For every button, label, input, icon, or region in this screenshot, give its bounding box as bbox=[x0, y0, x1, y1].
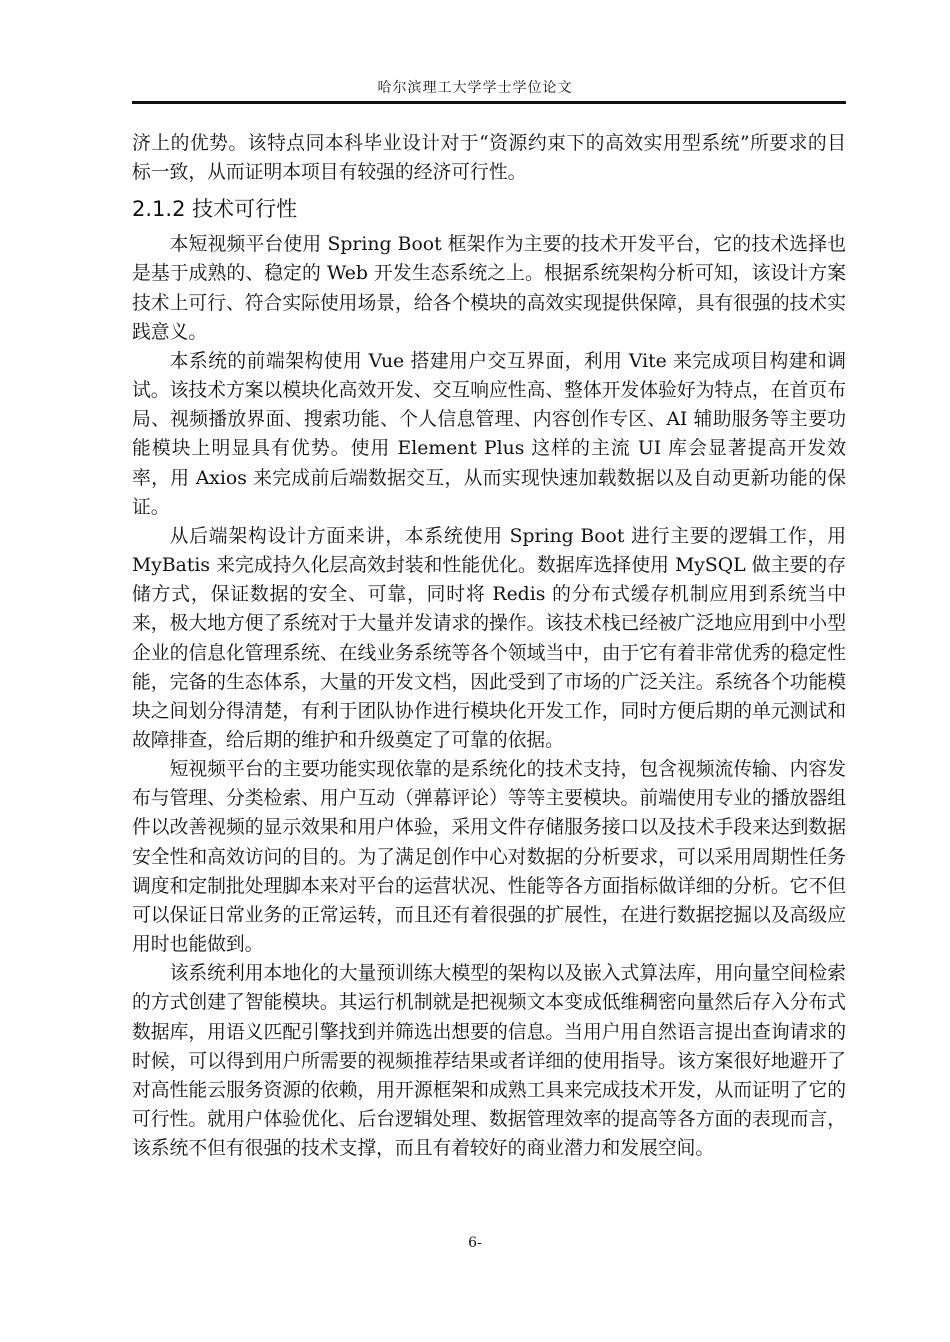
page-number: 6- bbox=[468, 1235, 482, 1251]
section-heading: 2.1.2 技术可行性 bbox=[132, 197, 298, 222]
body-paragraph-2: 本系统的前端架构使用 Vue 搭建用户交互界面，利用 Vite 来完成项目构建和调试。该技术方案以模块化高效开发、交互响应性高、整体开发体验好为特点，在首页布局、视频播放界面、搜索功能、个人信息管理、内容创作专区、AI 辅助服务等主要功能模块上明显具有优势。使用 Element Plus 这样的主流 UI 库会显著提高开发效率，用 Axios 来完成前后端数据交互，从而实现快速加载数据以及自动更新功能的保证。 bbox=[132, 350, 846, 518]
document-body bbox=[132, 129, 846, 1163]
header-divider bbox=[132, 101, 846, 104]
body-paragraph-5: 该系统利用本地化的大量预训练大模型的架构以及嵌入式算法库，用向量空间检索的方式创建了智能模块。其运行机制就是把视频文本变成低维稠密向量然后存入分布式数据库，用语义匹配引擎找到并筛选出想要的信息。当用户用自然语言提出查询请求的时候，可以得到用户所需要的视频推荐结果或者详细的使用指导。该方案很好地避开了对高性能云服务资源的依赖，用开源框架和成熟工具来完成技术开发，从而证明了它的可行性。就用户体验优化、后台逻辑处理、数据管理效率的提高等各方面的表现而言，该系统不但有很强的技术支撑，而且有着较好的商业潜力和发展空间。 bbox=[132, 963, 846, 1160]
body-paragraph-1: 本短视频平台使用 Spring Boot 框架作为主要的技术开发平台，它的技术选择也是基于成熟的、稳定的 Web 开发生态系统之上。根据系统架构分析可知，该设计方案技术上可行、符合实际使用场景，给各个模块的高效实现提供保障，具有很强的技术实践意义。 bbox=[132, 234, 846, 343]
body-paragraph-3: 从后端架构设计方面来讲，本系统使用 Spring Boot 进行主要的逻辑工作，用 MyBatis 来完成持久化层高效封装和性能优化。数据库选择使用 MySQL 做主要的存储方式，保证数据的安全、可靠，同时将 Redis 的分布式缓存机制应用到系统当中来，极大地方便了系统对于大量并发请求的操作。该技术栈已经被广泛地应用到中小型企业的信息化管理系统、在线业务系统等各个领域当中，由于它有着非常优秀的稳定性能，完备的生态体系，大量的开发文档，因此受到了市场的广泛关注。系统各个功能模块之间划分得清楚，有利于团队协作进行模块化开发工作，同时方便后期的单元测试和故障排查，给后期的维护和升级奠定了可靠的依据。 bbox=[132, 525, 846, 751]
page-header-title: 哈尔滨理工大学学士学位论文 bbox=[377, 80, 573, 96]
body-paragraph-4: 短视频平台的主要功能实现依靠的是系统化的技术支持，包含视频流传输、内容发布与管理、分类检索、用户互动（弹幕评论）等等主要模块。前端使用专业的播放器组件以改善视频的显示效果和用户体验，采用文件存储服务接口以及技术手段来达到数据安全性和高效访问的目的。为了满足创作中心对数据的分析要求，可以采用周期性任务调度和定制批处理脚本来对平台的运营状况、性能等各方面指标做详细的分析。它不但可以保证日常业务的正常运转，而且还有着很强的扩展性，在进行数据挖掘以及高级应用时也能做到。 bbox=[132, 759, 846, 956]
intro-paragraph: 济上的优势。该特点同本科毕业设计对于“资源约束下的高效实用型系统”所要求的目标一致，从而证明本项目有较强的经济可行性。 bbox=[132, 133, 846, 184]
